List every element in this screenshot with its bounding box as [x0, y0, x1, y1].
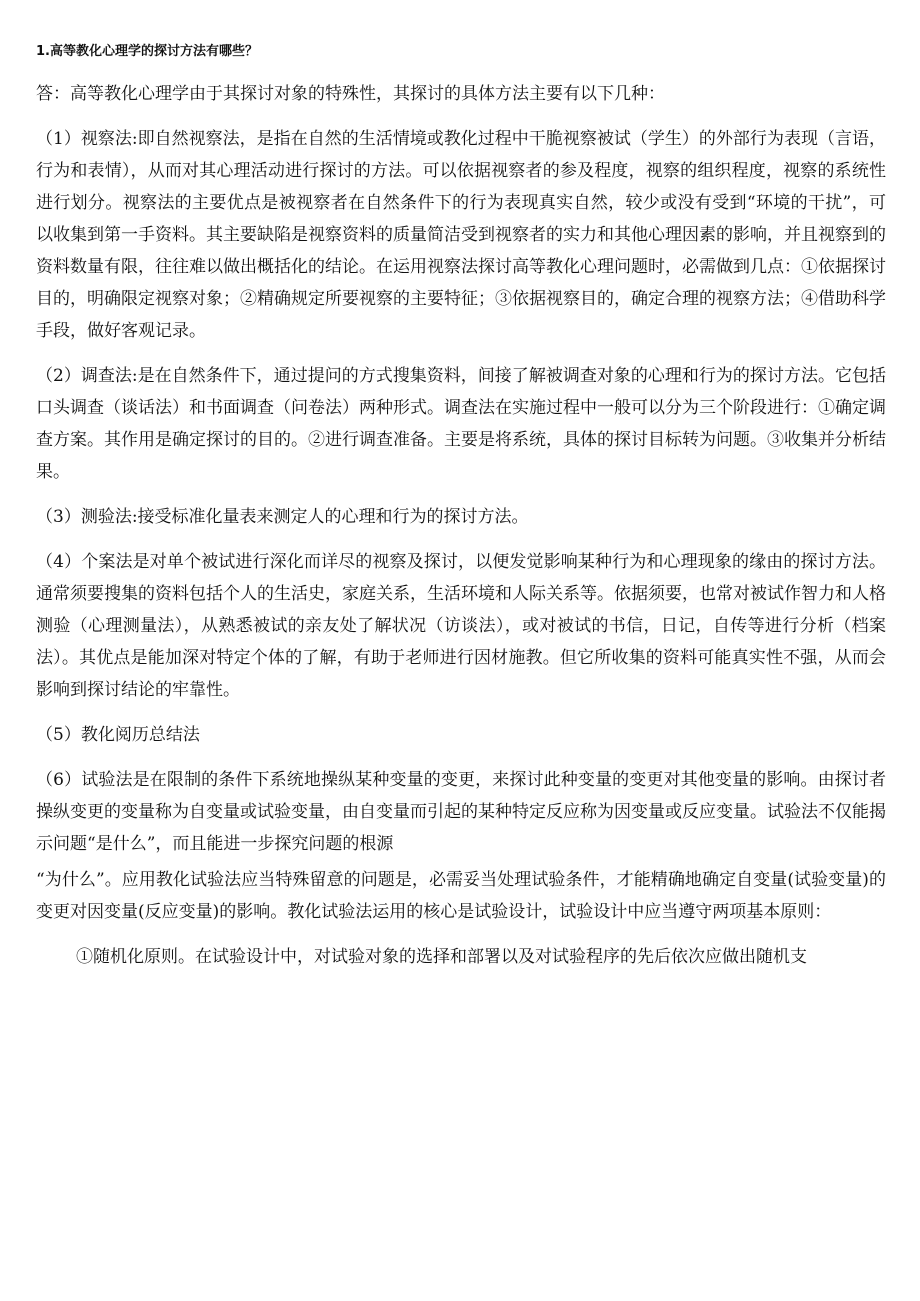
question-heading: 1.高等教化心理学的探讨方法有哪些？ [36, 44, 258, 59]
answer-body [36, 78, 886, 986]
method-experience-summary: （5）教化阅历总结法 [36, 725, 200, 745]
method-experiment-continued: “为什么”。应用教化试验法应当特殊留意的问题是，必需妥当处理试验条件，才能精确地确定自变量(试验变量)的变更对因变量(反应变量)的影响。教化试验法运用的核心是试验设计，试验设计中应当遵守两项基本原则： [36, 870, 886, 922]
randomization-principle: ①随机化原则。在试验设计中，对试验对象的选择和部署以及对试验程序的先后依次应做出随机支 [76, 947, 807, 967]
method-case-study: （4）个案法是对单个被试进行深化而详尽的视察及探讨，以便发觉影响某种行为和心理现象的缘由的探讨方法。通常须要搜集的资料包括个人的生活史，家庭关系，生活环境和人际关系等。依据须要，也常对被试作智力和人格测验（心理测量法），从熟悉被试的亲友处了解状况（访谈法），或对被试的书信，日记，自传等进行分析（档案法）。其优点是能加深对特定个体的了解，有助于老师进行因材施教。但它所收集的资料可能真实性不强，从而会影响到探讨结论的牢靠性。 [36, 552, 886, 700]
method-observation: （1）视察法:即自然视察法，是指在自然的生活情境或教化过程中干脆视察被试（学生）的外部行为表现（言语，行为和表情），从而对其心理活动进行探讨的方法。可以依据视察者的参及程度，视察的组织程度，视察的系统性进行划分。视察法的主要优点是被视察者在自然条件下的行为表现真实自然，较少或没有受到“环境的干扰”，可以收集到第一手资料。其主要缺陷是视察资料的质量简洁受到视察者的实力和其他心理因素的影响，并且视察到的资料数量有限，往往难以做出概括化的结论。在运用视察法探讨高等教化心理问题时，必需做到几点：①依据探讨目的，明确限定视察对象；②精确规定所要视察的主要特征；③依据视察目的，确定合理的视察方法；④借助科学手段，做好客观记录。 [36, 129, 886, 341]
method-experiment: （6）试验法是在限制的条件下系统地操纵某种变量的变更，来探讨此种变量的变更对其他变量的影响。由探讨者操纵变更的变量称为自变量或试验变量，由自变量而引起的某种特定反应称为因变量或反应变量。试验法不仅能揭示问题“是什么”，而且能进一步探究问题的根源 [36, 770, 886, 854]
method-survey: （2）调查法:是在自然条件下，通过提问的方式搜集资料，间接了解被调查对象的心理和行为的探讨方法。它包括口头调查（谈话法）和书面调查（问卷法）两种形式。调查法在实施过程中一般可以分为三个阶段进行：①确定调查方案。其作用是确定探讨的目的。②进行调查准备。主要是将系统，具体的探讨目标转为问题。③收集并分析结果。 [36, 366, 886, 482]
method-test: （3）测验法:接受标准化量表来测定人的心理和行为的探讨方法。 [36, 507, 529, 527]
answer-intro: 答：高等教化心理学由于其探讨对象的特殊性，其探讨的具体方法主要有以下几种： [36, 84, 665, 104]
